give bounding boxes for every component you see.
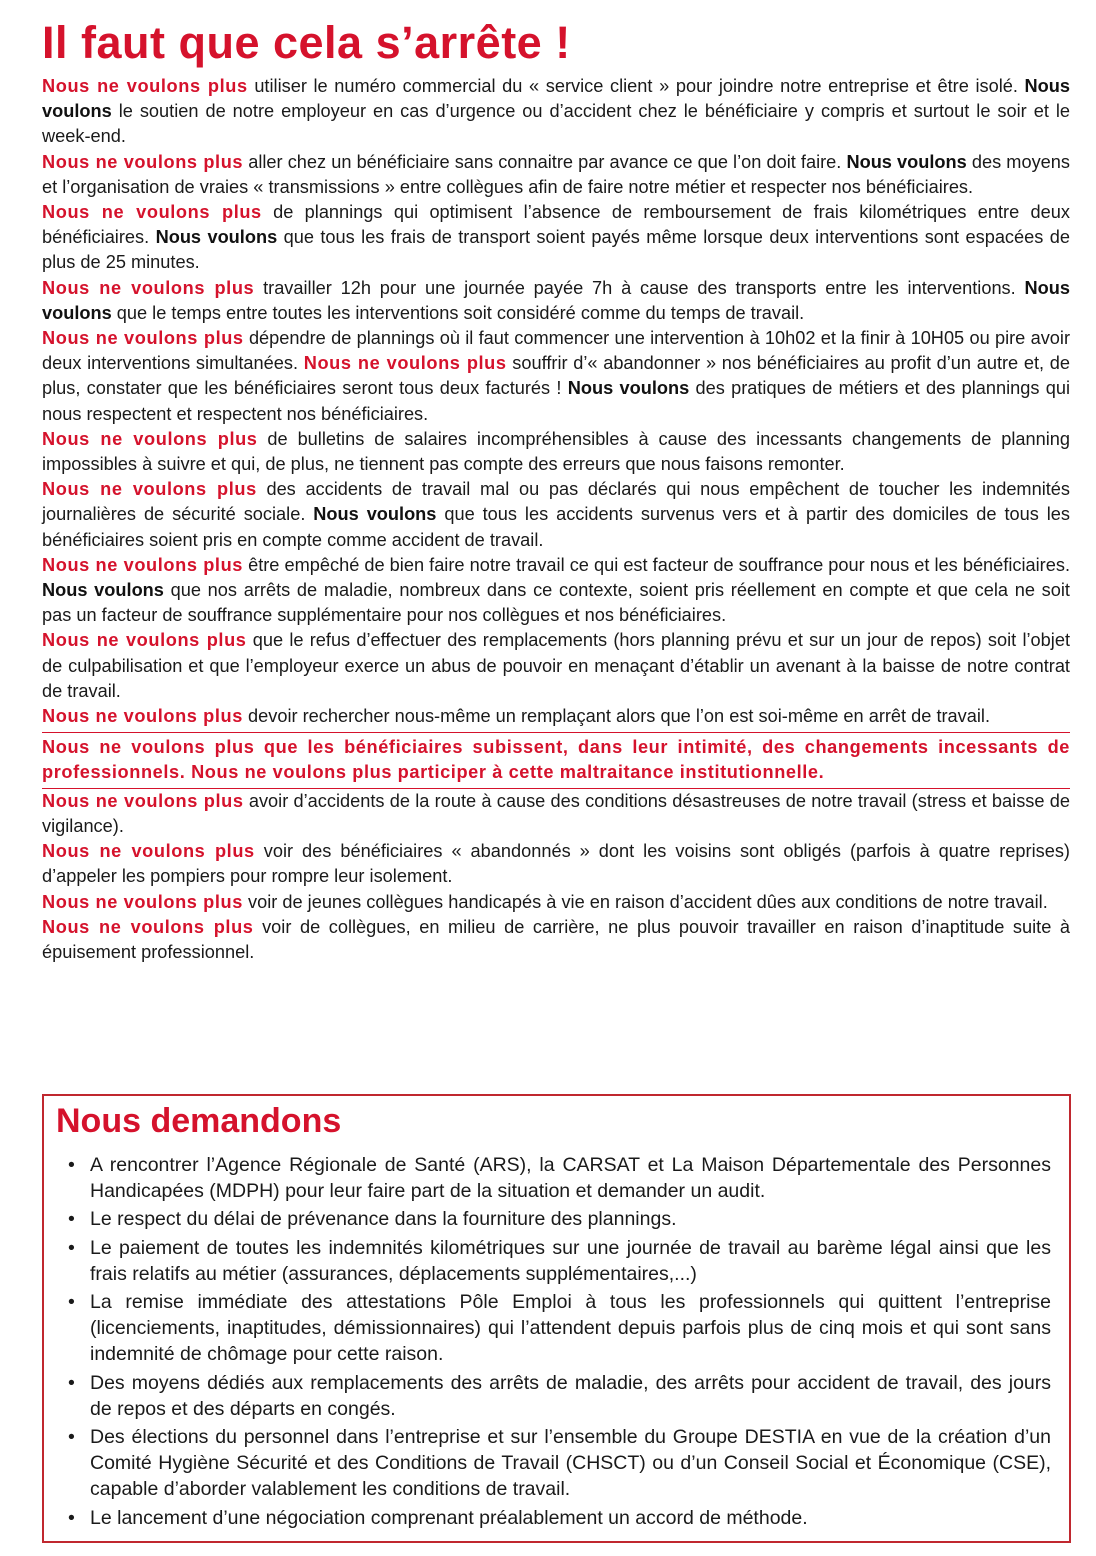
highlighted-statement: Nous ne voulons plus que les bénéficiaires subissent, dans leur intimité, des changements incessants de professionnels. Nous ne voulons plus participer à cette maltraitance institutionnelle. (42, 732, 1070, 788)
grievance-lead: Nous ne voulons plus (42, 151, 244, 172)
grievance-text: de plannings qui optimisent l’absence de remboursement de frais kilométriques entre deux bénéficiaires. (42, 202, 1070, 248)
demand-item: • La remise immédiate des attestations Pôle Emploi à tous les professionnels qui quittent l’entreprise (licenciements, inaptitudes, démissionnaires) qui l’attendent depuis parfois plus de cinq mois et qui sont sans indemnité de chômage pour cette raison. (90, 1289, 1051, 1368)
page-title: Il faut que cela s’arrête ! (42, 17, 571, 68)
demands-box (42, 1094, 1071, 1543)
demand-item: • Le respect du délai de prévenance dans la fourniture des plannings. (90, 1206, 1051, 1232)
grievance-text: souffrir d’« abandonner » nos bénéficiaires au profit d’un autre et, de plus, constater que les bénéficiaires seront tous deux facturés ! (42, 353, 1070, 399)
grievance-text: dépendre de plannings où il faut commencer une intervention à 10h02 et la finir à 10H05 ou pire avoir deux interventions simultanées. (42, 328, 1071, 374)
grievance-lead: Nous ne voulons plus (42, 790, 244, 811)
grievance-paragraph (42, 477, 1070, 553)
demand-lead: Nous voulons (155, 227, 278, 248)
grievance-lead: Nous ne voulons plus (42, 202, 262, 223)
grievance-text: que le refus d’effectuer des remplacements (hors planning prévu et sur un jour de repos) soit l’objet de culpabilisation et que l’employeur exerce un abus de pouvoir en menaçant d’établir un avenant à la baisse de notre contrat de travail. (42, 630, 1070, 701)
demand-lead: Nous voulons (313, 504, 437, 525)
grievance-paragraph (42, 427, 1070, 477)
grievance-paragraph (42, 789, 1070, 839)
demand-text: que le temps entre toutes les interventions soit considéré comme du temps de travail. (111, 302, 805, 323)
grievance-lead: Nous ne voulons plus (42, 328, 244, 349)
grievance-text: aller chez un bénéficiaire sans connaitre par avance ce que l’on doit faire. (243, 151, 847, 172)
grievance-paragraph (42, 553, 1070, 629)
demand-text: des pratiques de métiers et des plannings qui nous respectent et respectent nos bénéficiaires. (42, 378, 1070, 424)
grievance-text: voir de jeunes collègues handicapés à vie en raison d’accident dûes aux conditions de notre travail. (242, 891, 1048, 912)
demand-item: • Des élections du personnel dans l’entreprise et sur l’ensemble du Groupe DESTIA en vue de la création d’un Comité Hygiène Sécurité et des Conditions de Travail (CHSCT) ou d’un Conseil Social et Économique (CSE), capable d’aborder valablement les conditions de travail. (90, 1424, 1051, 1503)
grievance-lead: Nous ne voulons plus (42, 479, 257, 500)
grievance-lead: Nous ne voulons plus (42, 277, 255, 298)
demand-lead: Nous voulons (42, 76, 1070, 122)
grievance-paragraph (42, 326, 1070, 427)
grievance-text: de bulletins de salaires incompréhensibles à cause des incessants changements de planning impossibles à suivre et qui, de plus, ne tiennent pas compte des erreurs que nous faisons remonter. (42, 428, 1070, 475)
grievance-paragraph (42, 276, 1070, 326)
grievance-text: avoir d’accidents de la route à cause des conditions désastreuses de notre travail (stress et baisse de vigilance). (42, 790, 1070, 836)
grievance-text: voir de collègues, en milieu de carrière, ne plus pouvoir travailler en raison d’inaptitude suite à épuisement professionnel. (42, 916, 1070, 962)
demands-title: Nous demandons (56, 1102, 342, 1140)
demand-text: que nos arrêts de maladie, nombreux dans ce contexte, soient pris réellement en compte et que cela ne soit pas un facteur de souffrance supplémentaire pour nos collègues et nos bénéficiaires. (42, 580, 1070, 626)
grievance-list (42, 74, 1070, 965)
grievance-paragraph (42, 200, 1070, 276)
demand-lead: Nous voulons (42, 277, 1070, 323)
grievance-lead: Nous ne voulons plus (42, 630, 247, 651)
demand-item: • Des moyens dédiés aux remplacements des arrêts de maladie, des arrêts pour accident de travail, des jours de repos et des départs en congés. (90, 1370, 1051, 1422)
grievance-lead: Nous ne voulons plus (42, 841, 255, 862)
grievance-paragraph (42, 74, 1070, 150)
grievance-lead: Nous ne voulons plus (42, 428, 258, 449)
grievance-text: devoir rechercher nous-même un remplaçant alors que l’on est soi-même en arrêt de travail. (242, 706, 991, 727)
demand-text: des moyens et l’organisation de vraies « transmissions » entre collègues afin de faire notre métier et respecter nos bénéficiaires. (42, 151, 1070, 197)
grievance-paragraph (42, 150, 1070, 200)
grievance-lead: Nous ne voulons plus (303, 353, 507, 374)
grievance-text: utiliser le numéro commercial du « service client » pour joindre notre entreprise et être isolé. (247, 76, 1025, 96)
demand-lead: Nous voulons (846, 151, 967, 172)
grievance-paragraph (42, 915, 1070, 965)
grievance-paragraph (42, 704, 1070, 729)
grievance-paragraph (42, 628, 1070, 704)
grievance-lead: Nous ne voulons plus (42, 76, 248, 96)
demand-lead: Nous voulons (42, 580, 164, 601)
grievance-text: être empêché de bien faire notre travail ce qui est facteur de souffrance pour nous et les bénéficiaires. (243, 554, 1070, 575)
demand-item: • A rencontrer l’Agence Régionale de Santé (ARS), la CARSAT et La Maison Départementale des Personnes Handicapées (MDPH) pour leur faire part de la situation et demander un audit. (90, 1152, 1051, 1204)
grievance-lead: Nous ne voulons plus (42, 554, 244, 575)
demand-item: • Le paiement de toutes les indemnités kilométriques sur une journée de travail au barème légal ainsi que les frais relatifs au métier (assurances, déplacements supplémentaires,...) (90, 1235, 1051, 1287)
demand-text: que tous les frais de transport soient payés même lorsque deux interventions sont espacées de plus de 25 minutes. (42, 227, 1070, 273)
demand-item: • Le lancement d’une négociation comprenant préalablement un accord de méthode. (90, 1505, 1051, 1531)
demand-text: le soutien de notre employeur en cas d’urgence ou d’accident chez le bénéficiaire y compris et surtout le soir et le week-end. (42, 101, 1070, 147)
grievance-paragraph (42, 890, 1070, 915)
grievance-text: voir des bénéficiaires « abandonnés » dont les voisins sont obligés (parfois à quatre reprises) d’appeler les pompiers pour rompre leur isolement. (42, 841, 1070, 887)
demands-list (56, 1152, 1051, 1531)
grievance-text: travailler 12h pour une journée payée 7h à cause des transports entre les interventions. (254, 277, 1025, 298)
demand-text: que tous les accidents survenus vers et à partir des domiciles de tous les bénéficiaires soient pris en compte comme accident de travail. (42, 504, 1071, 550)
demand-lead: Nous voulons (567, 378, 690, 399)
grievance-paragraph (42, 839, 1070, 889)
grievance-lead: Nous ne voulons plus (42, 706, 243, 727)
grievance-text: des accidents de travail mal ou pas déclarés qui nous empêchent de toucher les indemnités journalières de sécurité sociale. (42, 479, 1070, 525)
grievance-lead: Nous ne voulons plus (42, 891, 243, 912)
grievance-lead: Nous ne voulons plus (42, 916, 254, 937)
